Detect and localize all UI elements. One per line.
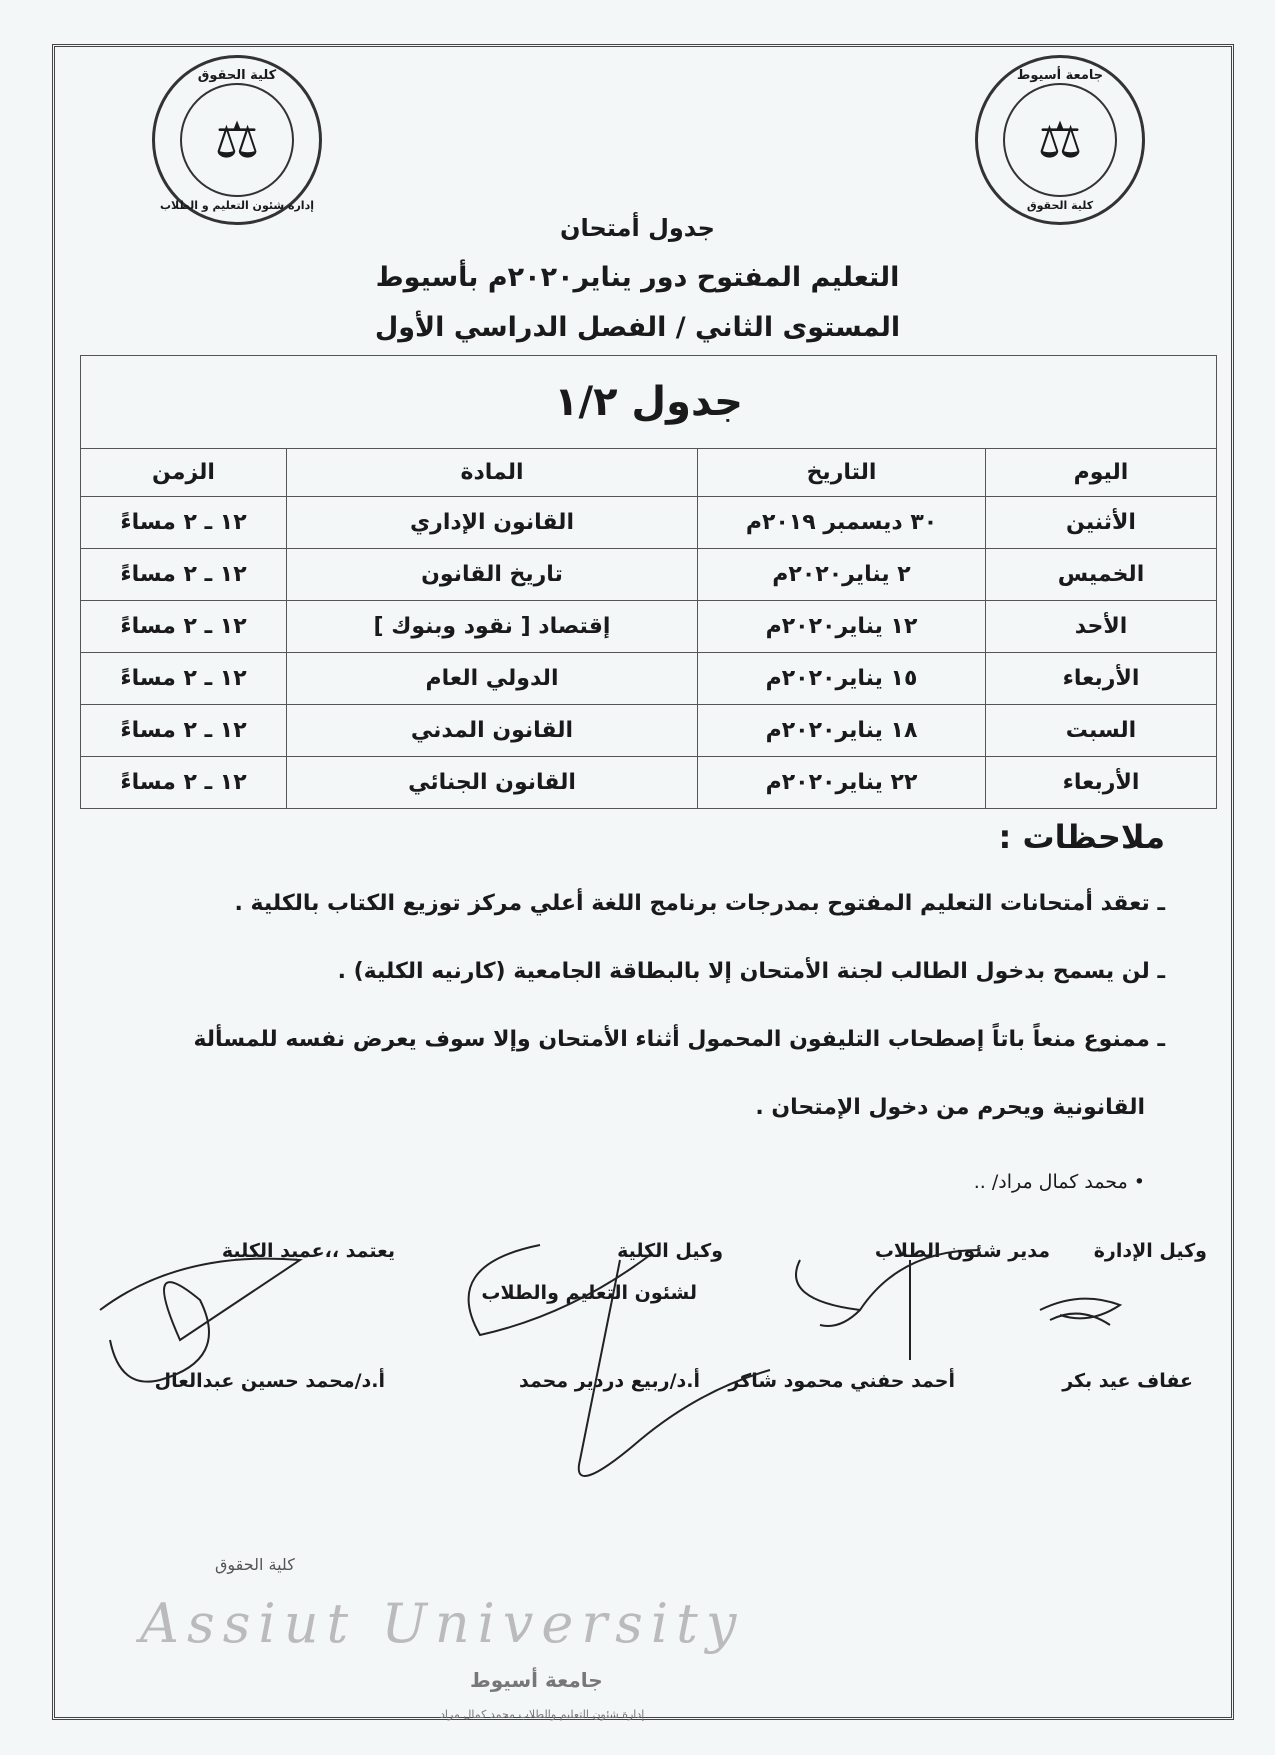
cell-day: الأحد xyxy=(986,601,1217,653)
faculty-logo: كلية الحقوق xyxy=(215,1555,295,1574)
note-item: القانونية ويحرم من دخول الإمتحان . xyxy=(755,1095,1145,1120)
footer-small-text: إدارة شئون التعليم والطلاب محمد كمال مراد xyxy=(440,1708,645,1721)
signature-role: يعتمد ،،عميد الكلية xyxy=(221,1240,395,1262)
cell-subject: الدولي العام xyxy=(287,653,698,705)
cell-day: الأثنين xyxy=(986,497,1217,549)
cell-date: ٢ يناير٢٠٢٠م xyxy=(698,549,986,601)
doc-title: جدول أمتحان xyxy=(560,214,715,242)
note-item: ـ ممنوع منعاً باتاً إصطحاب التليفون المحمول أثناء الأمتحان وإلا سوف يعرض نفسه للمسألة xyxy=(193,1027,1165,1052)
cell-date: ١٥ يناير٢٠٢٠م xyxy=(698,653,986,705)
signatory-name: أ.د/ربيع دردير محمد xyxy=(518,1370,700,1392)
cell-subject: إقتصاد [ نقود وبنوك ] xyxy=(287,601,698,653)
scales-of-justice-icon: ⚖ xyxy=(1003,83,1117,197)
signature-role: وكيل الكلية xyxy=(617,1240,723,1262)
cell-day: الأربعاء xyxy=(986,653,1217,705)
cell-time: ١٢ ـ ٢ مساءً xyxy=(81,601,287,653)
cell-day: السبت xyxy=(986,705,1217,757)
cell-day: الأربعاء xyxy=(986,757,1217,809)
signature-role: مدير شئون الطلاب xyxy=(874,1240,1050,1262)
col-date: التاريخ xyxy=(698,449,986,497)
cell-date: ١٢ يناير٢٠٢٠م xyxy=(698,601,986,653)
cell-date: ٣٠ ديسمبر ٢٠١٩م xyxy=(698,497,986,549)
cell-time: ١٢ ـ ٢ مساءً xyxy=(81,705,287,757)
cell-time: ١٢ ـ ٢ مساءً xyxy=(81,757,287,809)
seal-text: إدارة شئون التعليم و الطلاب xyxy=(160,199,314,212)
seal-text: كلية الحقوق xyxy=(197,68,277,83)
notes-title: ملاحظات : xyxy=(998,818,1165,856)
seal-text: كلية الحقوق xyxy=(1026,199,1094,212)
signature-role: لشئون التعليم والطلاب xyxy=(481,1282,697,1304)
signatory-name: عفاف عيد بكر xyxy=(1062,1370,1193,1392)
note-item: ـ تعقد أمتحانات التعليم المفتوح بمدرجات برنامج اللغة أعلي مركز توزيع الكتاب بالكلية . xyxy=(234,891,1165,916)
cell-subject: القانون الجنائي xyxy=(287,757,698,809)
scales-of-justice-icon: ⚖ xyxy=(180,83,294,197)
university-watermark: Assiut University xyxy=(140,1592,745,1655)
table-title: جدول ١/٢ xyxy=(81,356,1217,449)
cell-date: ٢٢ يناير٢٠٢٠م xyxy=(698,757,986,809)
cell-date: ١٨ يناير٢٠٢٠م xyxy=(698,705,986,757)
seal-text: جامعة أسيوط xyxy=(1016,68,1104,83)
signatory-name: أ.د/محمد حسين عبدالعال xyxy=(154,1370,385,1392)
cell-day: الخميس xyxy=(986,549,1217,601)
cell-time: ١٢ ـ ٢ مساءً xyxy=(81,497,287,549)
doc-subtitle: التعليم المفتوح دور يناير٢٠٢٠م بأسيوط xyxy=(375,262,900,293)
doc-level: المستوى الثاني / الفصل الدراسي الأول xyxy=(374,312,901,343)
signatory-name: أحمد حفني محمود شاكر xyxy=(728,1370,955,1392)
cell-subject: القانون الإداري xyxy=(287,497,698,549)
col-day: اليوم xyxy=(986,449,1217,497)
col-subject: المادة xyxy=(287,449,698,497)
col-time: الزمن xyxy=(81,449,287,497)
cell-subject: القانون المدني xyxy=(287,705,698,757)
signature-role: وكيل الإدارة xyxy=(1093,1240,1207,1262)
note-bullet: • محمد كمال مراد/ .. xyxy=(973,1171,1145,1193)
note-item: ـ لن يسمح بدخول الطالب لجنة الأمتحان إلا بالبطاقة الجامعية (كارنيه الكلية) . xyxy=(337,959,1165,984)
cell-subject: تاريخ القانون xyxy=(287,549,698,601)
cell-time: ١٢ ـ ٢ مساءً xyxy=(81,653,287,705)
cell-time: ١٢ ـ ٢ مساءً xyxy=(81,549,287,601)
footer-arabic: جامعة أسيوط xyxy=(470,1668,603,1692)
